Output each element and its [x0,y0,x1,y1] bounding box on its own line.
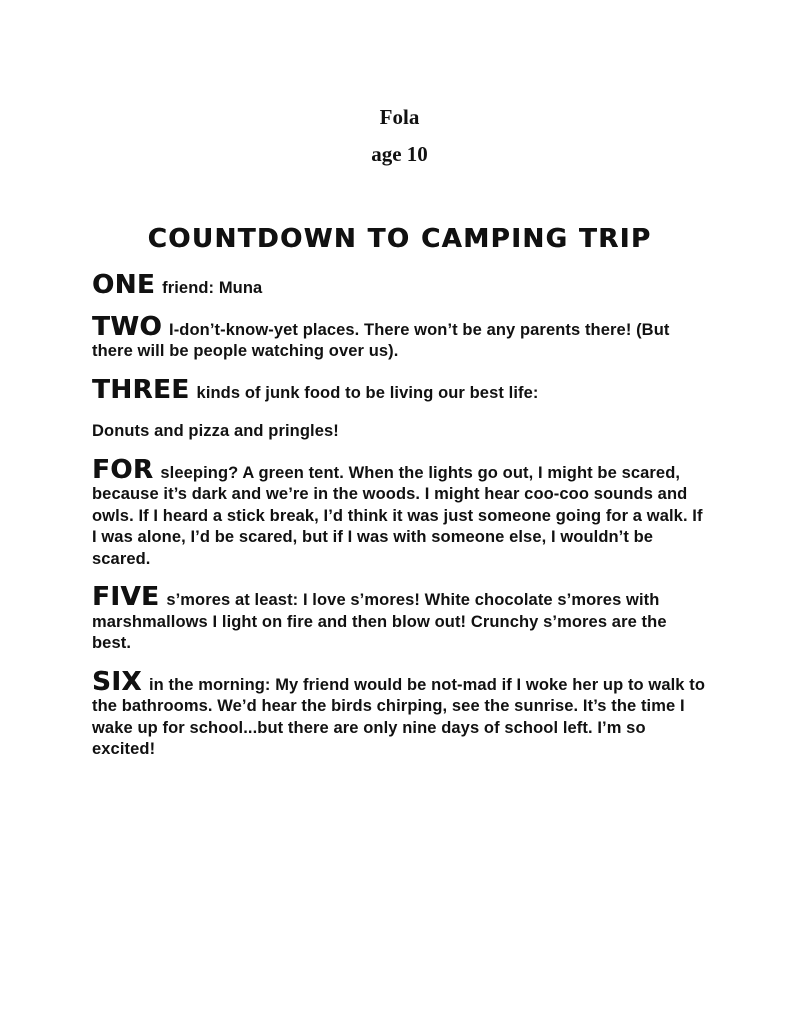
countdown-number-word: THREE [92,374,190,405]
countdown-item-three-note [92,421,707,443]
countdown-item-three [92,374,707,405]
countdown-item-text: s’mores at least: I love s’mores! White chocolate s’mores with marshmallows I light on fire and then blow out! Crunchy s’mores are the best. [92,591,667,652]
author-name: Fola [379,105,420,129]
countdown-item-six [92,666,707,761]
countdown-number-word: TWO [92,311,163,342]
countdown-item-text: in the morning: My friend would be not-mad if I woke her up to walk to the bathrooms. We’d hear the birds chirping, see the sunrise. It’s the time I wake up for school...but there are only nine days of school left. I’m so excited! [92,675,706,758]
countdown-number-word: FOR [92,454,154,485]
countdown-item-for [92,454,707,571]
countdown-item-text: Donuts and pizza and pringles! [92,422,339,440]
page-title: COUNTDOWN TO CAMPING TRIP [147,224,652,254]
countdown-item-five [92,582,707,655]
countdown-item-one [92,270,707,300]
countdown-item-text: kinds of junk food to be living our best life: [196,383,539,402]
countdown-item-two [92,311,707,363]
countdown-number-word: SIX [92,666,142,697]
countdown-item-text: sleeping? A green tent. When the lights go out, I might be scared, because it’s dark and we’re in the woods. I might hear coo-coo sounds and owls. If I heard a stick break, I’d think it was just someone going for a walk. If I was alone, I’d be scared, but if I was with someone else, I wouldn’t be scared. [92,463,703,568]
countdown-list [92,270,707,761]
countdown-item-text: friend: Muna [162,279,263,297]
countdown-item-text: I-don’t-know-yet places. There won’t be any parents there! (But there will be people watching over us). [92,320,670,360]
author-age: age 10 [371,142,428,166]
countdown-number-word: ONE [92,270,156,300]
countdown-number-word: FIVE [92,582,160,612]
